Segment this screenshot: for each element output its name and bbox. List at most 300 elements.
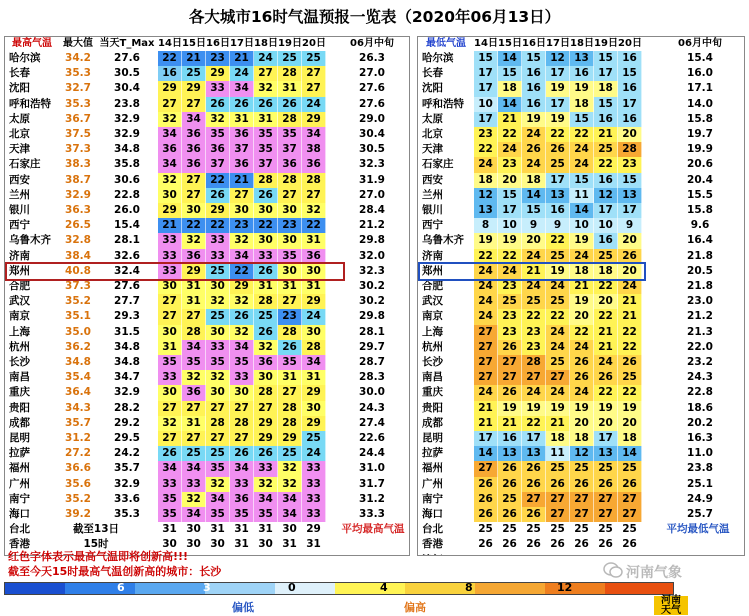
city-name: 海口: [422, 508, 443, 520]
city-name: 长沙: [422, 356, 443, 368]
forecast-cell: 13: [474, 203, 498, 218]
table-row: [418, 81, 744, 96]
mid-june-average: 16.3: [687, 432, 713, 444]
city-name: 杭州: [422, 340, 443, 353]
forecast-cell: [522, 553, 546, 556]
forecast-cell: 34: [278, 492, 302, 507]
forecast-cell: 21: [230, 51, 254, 66]
forecast-cell: 27: [182, 431, 206, 446]
table-row: [418, 461, 744, 476]
forecast-cell: 28: [254, 385, 278, 400]
mid-june-average: 24.9: [687, 492, 713, 505]
forecast-cell: 18: [594, 81, 618, 96]
forecast-cell: 34: [158, 157, 182, 172]
city-name: 杭州: [9, 340, 30, 353]
forecast-cell: 21: [522, 264, 546, 279]
current-max-value: 35.3: [114, 508, 140, 520]
forecast-cell: 31: [254, 522, 278, 537]
forecast-cell: 21: [498, 416, 522, 431]
forecast-cell: 35: [278, 127, 302, 142]
forecast-cell: 25: [546, 355, 570, 370]
forecast-cell: 21: [618, 294, 642, 309]
forecast-cell: 25: [302, 51, 326, 66]
forecast-cell: 24: [474, 279, 498, 294]
forecast-cell: 25: [546, 157, 570, 172]
mid-june-average: 23.0: [687, 295, 713, 308]
forecast-cell: 20: [618, 127, 642, 142]
city-name: 广州: [9, 477, 30, 490]
mid-june-average: 31.0: [359, 462, 385, 475]
forecast-cell: 21: [158, 218, 182, 233]
mid-june-average: 21.2: [359, 219, 385, 232]
forecast-cell: 19: [522, 401, 546, 416]
mid-june-average: 15.8: [687, 112, 713, 125]
forecast-cell: 26: [254, 446, 278, 461]
city-name: 乌鲁木齐: [9, 234, 51, 247]
forecast-cell: 33: [230, 370, 254, 385]
forecast-cell: 19: [498, 233, 522, 248]
forecast-cell: 30: [182, 537, 206, 552]
forecast-cell: 26: [278, 97, 302, 112]
forecast-cell: 10: [570, 218, 594, 233]
table-row: [5, 340, 409, 355]
forecast-cell: 34: [182, 112, 206, 127]
table-row: [418, 142, 744, 157]
forecast-cell: 26: [474, 492, 498, 507]
forecast-cell: 22: [546, 127, 570, 142]
forecast-cell: 9: [618, 218, 642, 233]
forecast-cell: [498, 553, 522, 556]
forecast-cell: 25: [182, 66, 206, 81]
mid-june-average: 15.8: [687, 204, 713, 216]
forecast-cell: 33: [230, 477, 254, 492]
mid-june-average: 19.9: [687, 143, 713, 156]
forecast-cell: 28: [254, 294, 278, 309]
forecast-cell: 17: [522, 431, 546, 446]
forecast-cell: 10: [498, 218, 522, 233]
forecast-cell: 23: [206, 51, 230, 66]
table-row: [5, 188, 409, 203]
city-name: 石家庄: [422, 158, 454, 171]
forecast-cell: 23: [522, 340, 546, 355]
forecast-cell: 17: [474, 112, 498, 127]
forecast-cell: 14: [498, 97, 522, 112]
forecast-cell: 27: [230, 431, 254, 446]
mid-june-average: 21.8: [687, 280, 713, 292]
mid-june-average: 22.0: [687, 340, 713, 353]
forecast-cell: 30: [158, 279, 182, 294]
forecast-cell: 24: [498, 142, 522, 157]
forecast-cell: 22: [594, 309, 618, 324]
forecast-cell: 35: [254, 127, 278, 142]
forecast-cell: 27: [474, 340, 498, 355]
forecast-cell: 28: [278, 66, 302, 81]
forecast-cell: 27: [474, 370, 498, 385]
forecast-cell: 29: [254, 416, 278, 431]
table-row: [418, 385, 744, 400]
forecast-cell: 29: [278, 431, 302, 446]
forecast-cell: 16: [570, 66, 594, 81]
column-header: 19日: [278, 38, 302, 49]
city-name: 上海: [422, 325, 443, 338]
city-name: 天津: [9, 143, 30, 156]
scale-low-label: 偏低: [232, 601, 254, 614]
table-row: [418, 416, 744, 431]
forecast-cell: 31: [278, 279, 302, 294]
record-max-value: 36.6: [65, 462, 91, 475]
record-max-value: 32.7: [65, 82, 91, 95]
mid-june-average: 28.7: [359, 356, 385, 368]
table-row: [5, 51, 409, 66]
forecast-cell: 21: [230, 173, 254, 188]
forecast-cell: 31: [278, 370, 302, 385]
forecast-cell: 32: [206, 294, 230, 309]
scale-tick: 12: [557, 581, 573, 594]
forecast-cell: 31: [206, 522, 230, 537]
color-scale-bar: [4, 582, 674, 595]
forecast-cell: 30: [206, 279, 230, 294]
forecast-cell: 27: [522, 492, 546, 507]
forecast-cell: 17: [546, 97, 570, 112]
table-row: [418, 507, 744, 522]
forecast-cell: 33: [302, 492, 326, 507]
table-row: [418, 446, 744, 461]
forecast-cell: 29: [302, 416, 326, 431]
forecast-cell: 26: [498, 537, 522, 552]
current-max-value: 31.5: [114, 325, 140, 338]
forecast-cell: 26: [522, 461, 546, 476]
table-row: [5, 370, 409, 385]
forecast-cell: 16: [618, 51, 642, 66]
mid-june-average: 16.0: [687, 67, 713, 80]
page-title: 各大城市16时气温预报一览表（2020年06月13日）: [188, 8, 561, 26]
forecast-cell: 22: [618, 325, 642, 340]
forecast-cell: 28: [230, 416, 254, 431]
current-max-value: 29.2: [114, 416, 140, 429]
mid-june-average: 30.2: [359, 280, 385, 292]
forecast-cell: 27: [278, 385, 302, 400]
forecast-cell: 24: [474, 294, 498, 309]
forecast-cell: 26: [230, 446, 254, 461]
forecast-cell: 23: [618, 157, 642, 172]
record-max-value: 36.4: [65, 386, 91, 399]
mid-june-average: 24.3: [687, 371, 713, 384]
city-name: 南昌: [422, 371, 443, 384]
forecast-cell: [546, 553, 570, 556]
table-row: [418, 279, 744, 294]
forecast-cell: 36: [230, 127, 254, 142]
forecast-cell: 18: [546, 431, 570, 446]
forecast-cell: 30: [254, 233, 278, 248]
forecast-cell: 35: [158, 507, 182, 522]
forecast-cell: 13: [522, 446, 546, 461]
table-row: [5, 203, 409, 218]
forecast-cell: 25: [254, 309, 278, 324]
forecast-cell: [618, 553, 642, 556]
forecast-cell: 34: [254, 492, 278, 507]
city-name: 银川: [422, 204, 443, 216]
forecast-cell: 27: [498, 355, 522, 370]
forecast-cell: 26: [618, 477, 642, 492]
forecast-cell: 22: [594, 157, 618, 172]
forecast-cell: 22: [570, 325, 594, 340]
record-max-value: 37.3: [65, 143, 91, 156]
new-record-note: 截至今天15时最高气温创新高的城市：长沙: [8, 565, 222, 578]
forecast-cell: 20: [618, 264, 642, 279]
watermark: 河南气象: [626, 565, 682, 581]
table-row: [418, 66, 744, 81]
forecast-cell: 24: [618, 279, 642, 294]
forecast-cell: 27: [278, 188, 302, 203]
forecast-cell: 24: [474, 157, 498, 172]
column-header: 17日: [546, 38, 570, 49]
forecast-cell: 23: [498, 279, 522, 294]
forecast-cell: 34: [230, 249, 254, 264]
forecast-cell: 22: [618, 340, 642, 355]
forecast-cell: 26: [594, 477, 618, 492]
record-max-value: 35.2: [65, 295, 91, 308]
forecast-cell: 26: [254, 325, 278, 340]
current-max-value: 34.8: [114, 356, 140, 368]
mid-june-average: 16.4: [687, 234, 713, 247]
record-max-value: 27.2: [65, 447, 91, 460]
forecast-cell: 26: [254, 188, 278, 203]
forecast-cell: 24: [474, 309, 498, 324]
forecast-cell: 15: [498, 188, 522, 203]
mid-june-average: 9.6: [690, 219, 710, 232]
mid-june-average: 31.9: [359, 173, 385, 186]
record-max-value: 36.3: [65, 204, 91, 216]
forecast-cell: 31: [302, 370, 326, 385]
table-row: [5, 294, 409, 309]
forecast-cell: 22: [546, 309, 570, 324]
forecast-cell: 27: [206, 431, 230, 446]
forecast-cell: 22: [182, 218, 206, 233]
forecast-cell: 29: [182, 264, 206, 279]
table-row: [5, 492, 409, 507]
forecast-cell: 14: [474, 446, 498, 461]
forecast-cell: 34: [302, 127, 326, 142]
forecast-cell: 17: [498, 203, 522, 218]
record-max-value: 15时: [83, 538, 109, 551]
city-name: 南宁: [9, 492, 30, 505]
forecast-cell: 33: [302, 477, 326, 492]
city-name: 兰州: [422, 188, 443, 201]
forecast-cell: 15: [474, 51, 498, 66]
table-row: [418, 309, 744, 324]
forecast-cell: 28: [302, 340, 326, 355]
mid-june-average: 23.2: [687, 356, 713, 368]
forecast-cell: 26: [522, 537, 546, 552]
forecast-cell: 29: [206, 203, 230, 218]
forecast-cell: 23: [498, 309, 522, 324]
forecast-cell: 35: [182, 355, 206, 370]
forecast-cell: 20: [522, 233, 546, 248]
city-name: 北京: [9, 128, 30, 140]
forecast-cell: 27: [474, 461, 498, 476]
forecast-cell: [206, 553, 230, 556]
record-max-value: 35.0: [65, 325, 91, 338]
scale-tick: 4: [380, 581, 388, 594]
forecast-cell: 31: [182, 294, 206, 309]
table-row: [5, 401, 409, 416]
forecast-cell: 21: [594, 340, 618, 355]
forecast-cell: 21: [474, 401, 498, 416]
mid-june-average: 27.6: [359, 97, 385, 110]
mid-june-average: [668, 537, 732, 552]
city-name: 长春: [422, 67, 443, 80]
city-name: 沈阳: [422, 82, 443, 95]
forecast-cell: 27: [254, 66, 278, 81]
forecast-cell: 20: [570, 416, 594, 431]
forecast-cell: 21: [594, 127, 618, 142]
forecast-cell: 24: [254, 51, 278, 66]
forecast-cell: 32: [254, 81, 278, 96]
forecast-cell: 23: [498, 157, 522, 172]
city-name: 乌鲁木齐: [422, 234, 464, 247]
city-name: 南京: [9, 310, 30, 323]
forecast-cell: 28: [278, 325, 302, 340]
forecast-cell: 29: [158, 203, 182, 218]
forecast-cell: 36: [230, 492, 254, 507]
forecast-cell: 12: [570, 446, 594, 461]
forecast-cell: 30: [278, 264, 302, 279]
forecast-cell: 33: [158, 249, 182, 264]
mid-june-average: 平均最低气温: [666, 523, 730, 536]
wechat-icon: [603, 560, 623, 580]
forecast-cell: 26: [206, 188, 230, 203]
table-row: [5, 477, 409, 492]
forecast-cell: 19: [618, 401, 642, 416]
forecast-cell: 29: [182, 81, 206, 96]
forecast-cell: 24: [570, 249, 594, 264]
record-max-value: 35.1: [65, 310, 91, 323]
forecast-cell: 26: [546, 477, 570, 492]
forecast-cell: 30: [206, 325, 230, 340]
mid-june-average: 平均最高气温: [341, 523, 405, 536]
forecast-cell: 25: [302, 431, 326, 446]
forecast-cell: 26: [594, 537, 618, 552]
column-header: 18日: [570, 38, 594, 49]
forecast-cell: 29: [302, 385, 326, 400]
city-name: 西宁: [9, 219, 30, 232]
forecast-cell: 25: [546, 461, 570, 476]
forecast-cell: 27: [546, 507, 570, 522]
table-row: [418, 233, 744, 248]
mid-june-average: 27.0: [359, 188, 385, 201]
forecast-cell: 30: [254, 203, 278, 218]
forecast-cell: 26: [522, 507, 546, 522]
forecast-cell: 33: [158, 370, 182, 385]
forecast-cell: 26: [474, 477, 498, 492]
forecast-cell: 21: [182, 51, 206, 66]
city-name: 上海: [9, 325, 30, 338]
forecast-cell: 19: [546, 112, 570, 127]
city-name: 兰州: [9, 188, 30, 201]
forecast-cell: 20: [618, 416, 642, 431]
column-header: 当天T_Max: [99, 38, 155, 49]
forecast-cell: 26: [230, 97, 254, 112]
forecast-cell: 22: [254, 218, 278, 233]
record-max-value: 34.3: [65, 401, 91, 414]
forecast-cell: 19: [546, 81, 570, 96]
city-name: 广州: [422, 477, 443, 490]
forecast-cell: 27: [522, 370, 546, 385]
city-name: 长沙: [9, 356, 30, 368]
table-row: [418, 522, 744, 537]
forecast-cell: 35: [230, 355, 254, 370]
forecast-cell: 32: [254, 477, 278, 492]
forecast-cell: 22: [594, 279, 618, 294]
table-row: [5, 431, 409, 446]
forecast-cell: 25: [206, 264, 230, 279]
forecast-cell: 31: [230, 112, 254, 127]
forecast-cell: 22: [302, 218, 326, 233]
forecast-cell: 15: [618, 66, 642, 81]
table-row: [5, 173, 409, 188]
current-max-value: 35.8: [114, 158, 140, 171]
forecast-cell: 24: [522, 385, 546, 400]
mid-june-average: [340, 553, 404, 556]
forecast-cell: 24: [302, 446, 326, 461]
current-max-value: 29.3: [114, 310, 140, 323]
forecast-cell: 12: [594, 188, 618, 203]
forecast-cell: 19: [570, 294, 594, 309]
forecast-cell: 31: [158, 522, 182, 537]
forecast-cell: 22: [498, 249, 522, 264]
forecast-cell: [594, 553, 618, 556]
current-max-value: 23.8: [114, 97, 140, 110]
forecast-cell: 23: [230, 218, 254, 233]
city-name: 成都: [9, 416, 30, 429]
forecast-cell: 17: [474, 66, 498, 81]
forecast-cell: 25: [498, 294, 522, 309]
record-max-value: 40.8: [65, 264, 91, 277]
current-max-value: 30.5: [114, 67, 140, 80]
forecast-cell: 15: [594, 51, 618, 66]
forecast-cell: 26: [618, 249, 642, 264]
current-max-value: 32.6: [114, 249, 140, 262]
forecast-cell: 24: [546, 340, 570, 355]
forecast-cell: 16: [158, 66, 182, 81]
mid-june-average: 30.2: [359, 295, 385, 308]
table-row: [418, 264, 744, 279]
forecast-cell: 11: [546, 446, 570, 461]
forecast-cell: 27: [182, 188, 206, 203]
forecast-cell: 28: [522, 355, 546, 370]
record-warning-note: 红色字体表示最高气温即将创新高!!!: [8, 550, 189, 563]
current-max-value: 32.9: [114, 386, 140, 399]
city-name: 南宁: [422, 492, 443, 505]
forecast-cell: 27: [158, 309, 182, 324]
record-max-value: 37.3: [65, 280, 91, 292]
forecast-cell: 31: [302, 537, 326, 552]
record-max-value: 31.2: [65, 432, 91, 444]
forecast-cell: 37: [254, 157, 278, 172]
table-row: [5, 97, 409, 112]
city-name: 哈尔滨: [9, 52, 41, 64]
current-max-value: 32.4: [114, 264, 140, 277]
city-name: 呼和浩特: [422, 97, 464, 110]
forecast-cell: 26: [498, 340, 522, 355]
mid-june-average: 14.0: [687, 97, 713, 110]
forecast-cell: 32: [254, 340, 278, 355]
table-row: [5, 81, 409, 96]
forecast-cell: 31: [230, 522, 254, 537]
forecast-cell: 16: [594, 233, 618, 248]
forecast-cell: 10: [594, 218, 618, 233]
forecast-cell: 12: [474, 188, 498, 203]
